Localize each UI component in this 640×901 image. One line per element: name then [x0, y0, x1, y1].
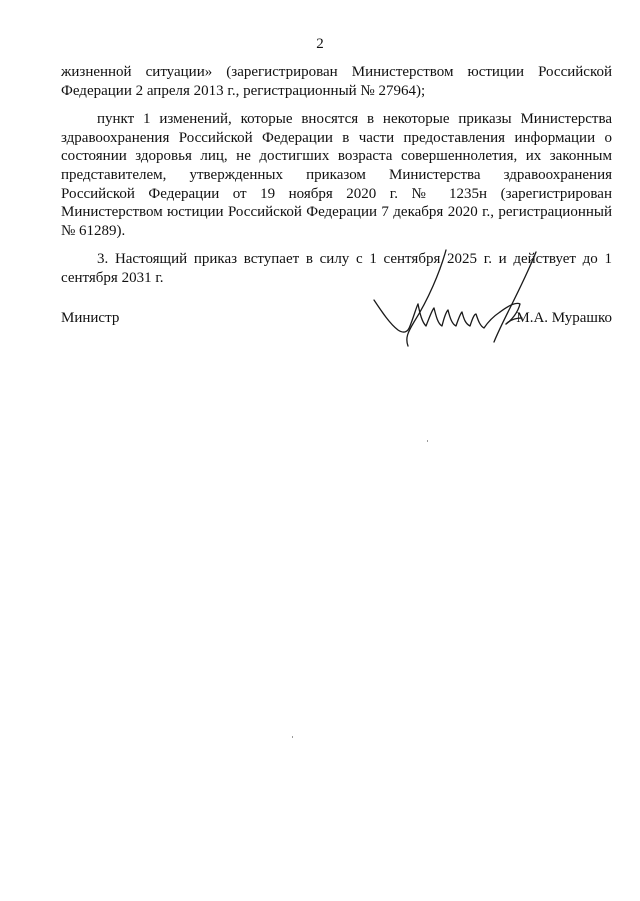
signer-title: Министр	[61, 310, 120, 326]
paragraph-effective-date: 3. Настоящий приказ вступает в силу с 1 сентября 2025 г. и действует до 1 сентября 2031 г.	[61, 251, 612, 286]
paragraph-item-1: пункт 1 изменений, которые вносятся в некоторые приказы Министерства здравоохранения Российской Федерации в части предоставления информации о состоянии здоровья лиц, не достигших возраста совершеннолетия, их законным представителем, утвержденных приказом Министерства здравоохранения Российской Федерации от 19 ноября 2020 г. № 1235н (зарегистрирован Министерством юстиции Российской Федерации 7 декабря 2020 г., регистрационный № 61289).	[61, 111, 612, 239]
scan-speck	[427, 440, 428, 442]
signer-name: М.А. Мурашко	[516, 310, 612, 326]
scan-speck	[292, 736, 293, 738]
handwritten-signature-icon	[368, 242, 550, 357]
page-number: 2	[316, 36, 324, 52]
paragraph-continuation: жизненной ситуации» (зарегистрирован Министерством юстиции Российской Федерации 2 апреля 2013 г., регистрационный № 27964);	[61, 64, 612, 99]
